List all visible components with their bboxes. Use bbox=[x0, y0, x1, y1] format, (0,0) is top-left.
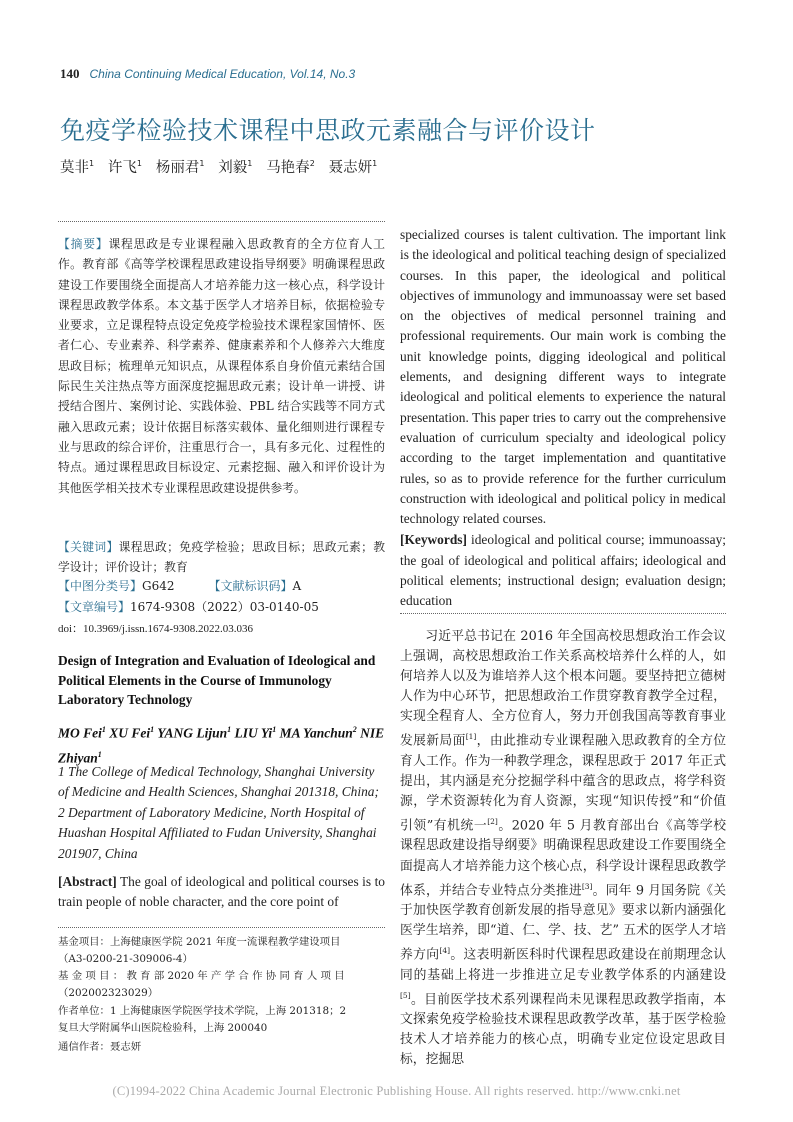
english-author-list: MO Fei$^1$ XU Fei$^1$ YANG Lijun$^1$ LIU Yi$^1$ MA Yanchun$^2$ NIE Zhiyan$^1$ bbox=[58, 725, 385, 765]
clc-value: G642 bbox=[142, 579, 175, 593]
author-list bbox=[60, 156, 377, 177]
english-keywords: [Keywords] ideological and political course; immunoassay; the goal of ideological and political affairs; ideological and political elements; instructional design; evaluation design; education bbox=[400, 532, 726, 609]
author: 杨丽君$^1$ bbox=[155, 159, 205, 176]
separator-dotted bbox=[58, 221, 385, 222]
body-paragraph: 习近平总书记在 2016 年全国高校思想政治工作会议上强调，高校思想政治工作关系高校培养什么样的人，如何培养人以及为谁培养人这个根本问题。要坚持把立德树人作为中心环节，把思想政治工作贯穿教育教学全过程，实现全程育人、全方位育人，努力开创我国高等教育事业发展新局面[1]，由此推动专业课程融入思政教育的全方位育人工作。作为一种教学理念，课程思政于 2017 年正式提出，其内涵是充分挖掘学科中蕴含的思政点，将学科资源，学术资源转化为育人资源，实现“知识传授”和“价值引领”有机统一[2]。2020 年 5 月教育部出台《高等学校课程思政建设指导纲要》明确课程思政建设工作要围绕全面提高人才培养能力这个核心点，科学设计课程思政教学体系，并结合专业特点分类推进[3]。同年 9 月国务院《关于加快医学教育创新发展的指导意见》要求以新内涵强化医学生培养，即“道、仁、学、技、艺” 五术的医学人才培养方向[4]。这表明新医科时代课程思政建设在前期理念认同的基础上将进一步推进立足专业教学体系的内涵建设[5]。目前医学技术系列课程尚未见课程思政教学指南，本文探索免疫学检验技术课程思政教学改革，基于医学检验技术人才培养能力的核心点，明确专业定位设定思政目标，挖掘思 bbox=[400, 629, 726, 1068]
author: 莫非$^1$ bbox=[60, 159, 95, 176]
affiliation: 2 Department of Laboratory Medicine, North Hospital of Huashan Hospital Affiliated to Fudan University, Shanghai 201907, China bbox=[58, 804, 377, 861]
footnote-fund-code: （202002323029） bbox=[58, 987, 159, 999]
cn-keywords-text: 课程思政；免疫学检验；思政目标；思政元素；教学设计；评价设计；教育 bbox=[58, 540, 385, 575]
footnote-affiliation: 复旦大学附属华山医院检验科，上海 200040 bbox=[58, 1022, 268, 1034]
doi: doi：10.3969/j.issn.1674-9308.2022.03.036 bbox=[58, 623, 253, 635]
citation: [4] bbox=[439, 946, 451, 956]
cn-abstract-label: 【摘要】 bbox=[58, 237, 109, 251]
cn-abstract bbox=[58, 234, 385, 498]
citation: [5] bbox=[400, 990, 411, 1000]
english-abstract-label: [Abstract] bbox=[58, 874, 117, 889]
citation: [3] bbox=[581, 881, 593, 891]
article-number-value: 1674-9308（2022）03-0140-05 bbox=[130, 600, 319, 614]
journal-name: China Continuing Medical Education, Vol.14, No.3 bbox=[89, 67, 356, 81]
cn-keywords bbox=[58, 537, 385, 578]
footnote-fund-code: （A3-0200-21-309006-4） bbox=[58, 953, 193, 965]
classification-line: 【中图分类号】G642 【文献标识码】A bbox=[58, 579, 302, 593]
running-header bbox=[60, 66, 355, 82]
author: 聂志妍$^1$ bbox=[328, 159, 378, 176]
footnote-fund: 基金项目：上海健康医学院 2021 年度一流课程教学建设项目 bbox=[58, 936, 341, 948]
separator-dotted bbox=[400, 613, 726, 614]
cn-keywords-label: 【关键词】 bbox=[58, 540, 119, 554]
citation: [1] bbox=[465, 732, 477, 742]
footnote-affiliation: 作者单位：1 上海健康医学院医学技术学院，上海 201318；2 bbox=[58, 1005, 347, 1017]
footnote-separator bbox=[58, 927, 385, 928]
article-number-line: 【文章编号】1674-9308（2022）03-0140-05 bbox=[58, 600, 319, 614]
footnote-fund: 基 金 项 目 ： 教 育 部 2020 年 产 学 合 作 协 同 育 人 项 目 bbox=[58, 970, 345, 982]
citation: [2] bbox=[487, 817, 498, 827]
author: 刘毅$^1$ bbox=[218, 159, 253, 176]
footnote-corresponding-author: 通信作者：聂志妍 bbox=[58, 1041, 142, 1053]
copyright-footer: (C)1994-2022 China Academic Journal Electronic Publishing House. All rights reserved. http://www.cnki.net bbox=[112, 1084, 681, 1098]
author: 许飞$^1$ bbox=[107, 159, 143, 176]
page-number: 140 bbox=[60, 66, 80, 81]
author: 马艳春$^2$ bbox=[266, 159, 315, 176]
doc-code-value: A bbox=[292, 579, 302, 593]
cn-abstract-text: 课程思政是专业课程融入思政教育的全方位育人工作。教育部《高等学校课程思政建设指导纲要》明确课程思政建设工作要围绕全面提高人才培养能力这一核心点，科学设计课程思政教学体系。本文基于医学人才培养目标，依据检验专业要求，立足课程特点设定免疫学检验技术课程家国情怀、医者仁心、专业素养、科学素养、健康素养和个人修养六大维度思政目标；梳理单元知识点，从课程体系自身价值元素结合国际民生关注热点等方面深度挖掘思政元素；设计单一讲授、讲授结合图片、案例讨论、实践体验、PBL 结合实践等不同方式融入思政元素；设计依据目标落实载体、量化细则进行课程专业与思政的综合评价，注重思行合一，具有多元化、过程性的特点。通过课程思政目标设定、元素挖掘、融入和评价设计为其他医学相关技术专业课程思政建设提供参考。 bbox=[58, 237, 385, 495]
article-title: 免疫学检验技术课程中思政元素融合与评价设计 bbox=[60, 116, 596, 145]
affiliations bbox=[58, 762, 385, 864]
english-abstract-start: [Abstract] The goal of ideological and political courses is to train people of noble character, and the core point of bbox=[58, 874, 385, 910]
affiliation: 1 The College of Medical Technology, Shanghai University of Medicine and Health Sciences, Shanghai 201318, China; bbox=[58, 764, 379, 800]
english-abstract-continued: specialized courses is talent cultivation. The important link is the ideological and political teaching design of specialized courses. In this paper, the ideological and political objectives of immunology and immunoassay were set based on the objectives of medical personnel training and professional requirements. Our main work is combing the unit knowledge points, digging ideological and political elements, and designing different ways to integrate ideological and political elements to experience the natural presentation. This paper tries to carry out the comprehensive evaluation of curriculum specialty and ideological policy according to the target implementation and quantitative rules, so as to provide reference for the further curriculum construction with ideological and political policy in medical technology related courses. [Keywords] ideological and political course; immunoassay; the goal of ideological and political affairs; ideological and political elements; instructional design; evaluation design; education bbox=[400, 225, 726, 612]
english-title: Design of Integration and Evaluation of Ideological and Political Elements in the Course of Immunology Laboratory Technology bbox=[58, 653, 376, 708]
